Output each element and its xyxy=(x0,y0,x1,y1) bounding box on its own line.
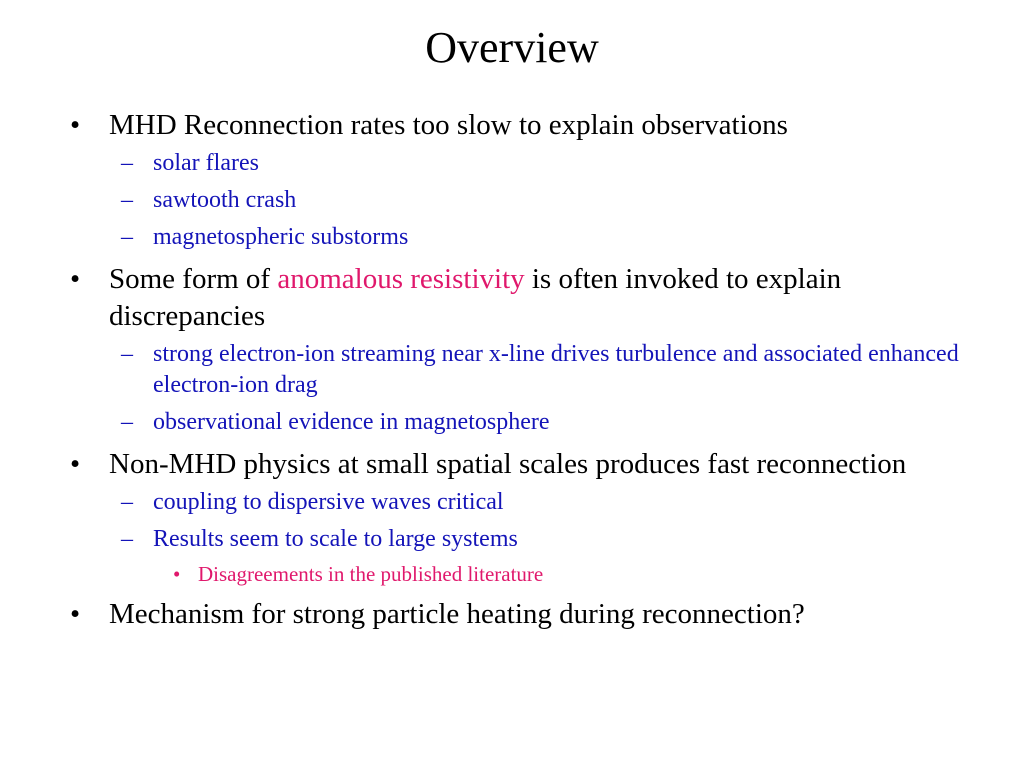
bullet-marker: • xyxy=(173,562,181,586)
sub-item-text: magnetospheric substorms xyxy=(153,224,409,250)
bullet-text: Mechanism for strong particle heating during reconnection? xyxy=(109,598,805,630)
sub-item xyxy=(70,148,990,179)
bullet-item xyxy=(70,107,990,144)
bullet-item xyxy=(70,261,990,335)
bullet-item xyxy=(70,446,990,483)
sub-item xyxy=(70,185,990,216)
bullet-marker: • xyxy=(70,263,81,295)
sub-sub-item xyxy=(70,560,990,588)
dash-marker: – xyxy=(121,187,133,213)
slide-content xyxy=(70,107,990,633)
sub-item-text: coupling to dispersive waves critical xyxy=(153,489,504,515)
bullet-text: Non-MHD physics at small spatial scales produces fast reconnection xyxy=(109,448,907,480)
sub-item-text: sawtooth crash xyxy=(153,187,297,213)
sub-item-text: observational evidence in magnetosphere xyxy=(153,409,550,435)
sub-item xyxy=(70,407,990,438)
slide-title: Overview xyxy=(425,23,599,72)
bullet-text-before: Some form of xyxy=(109,263,278,295)
sub-item-text: solar flares xyxy=(153,150,259,176)
dash-marker: – xyxy=(121,409,133,435)
bullet-marker: • xyxy=(70,598,81,630)
sub-item xyxy=(70,524,990,555)
sub-item xyxy=(70,487,990,518)
bullet-marker: • xyxy=(70,448,81,480)
dash-marker: – xyxy=(121,224,133,250)
bullet-item xyxy=(70,596,990,633)
highlight-text: anomalous resistivity xyxy=(277,263,525,295)
dash-marker: – xyxy=(121,150,133,176)
dash-marker: – xyxy=(121,341,133,367)
sub-item-text: strong electron-ion streaming near x-line drives turbulence and associated enhanced electron-ion drag xyxy=(153,341,959,398)
bullet-text: MHD Reconnection rates too slow to explain observations xyxy=(109,109,788,141)
sub-item-text: Results seem to scale to large systems xyxy=(153,526,518,552)
bullet-marker: • xyxy=(70,109,81,141)
sub-item xyxy=(70,339,990,401)
dash-marker: – xyxy=(121,526,133,552)
bullet-text-after: is often invoked to explain discrepancies xyxy=(109,263,842,332)
sub-item xyxy=(70,222,990,253)
dash-marker: – xyxy=(121,489,133,515)
sub-sub-item-text: Disagreements in the published literature xyxy=(198,562,544,586)
